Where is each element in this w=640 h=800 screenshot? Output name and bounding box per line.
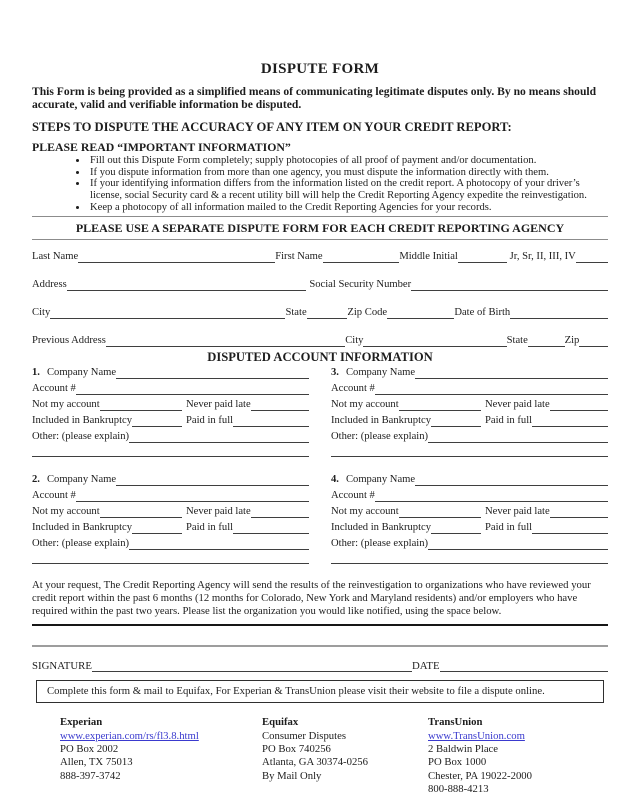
paid-in-full-field-line[interactable]: [532, 414, 608, 427]
disputed-account-blocks: [32, 366, 608, 564]
suffix-label: Jr, Sr, II, III, IV: [509, 250, 576, 262]
mailing-instruction-box: Complete this form & mail to Equifax, For Experian & TransUnion please visit their website to file a dispute online.: [36, 680, 604, 703]
thick-divider: [32, 624, 608, 626]
dispute-block-4: [331, 473, 608, 564]
account-number-label: Account #: [331, 382, 375, 394]
suffix-field-line[interactable]: [576, 250, 608, 263]
first-name-field-line[interactable]: [323, 250, 400, 263]
zip-code-field-line[interactable]: [387, 306, 454, 319]
block-number: 1.: [32, 366, 40, 378]
dispute-block-3: [331, 366, 608, 457]
block-number: 2.: [32, 473, 40, 485]
paid-in-full-field-line[interactable]: [532, 521, 608, 534]
signature-label: SIGNATURE: [32, 660, 92, 673]
never-paid-late-field-line[interactable]: [251, 398, 309, 411]
agency-address-line: 2 Baldwin Place: [428, 742, 499, 755]
separate-form-heading: PLEASE USE A SEPARATE DISPUTE FORM FOR EACH CREDIT REPORTING AGENCY: [75, 220, 565, 235]
account-number-field-line[interactable]: [76, 382, 309, 395]
never-paid-late-label: Never paid late: [485, 505, 550, 517]
reinvestigation-notice: At your request, The Credit Reporting Agency will send the results of the reinvestigation to organizations who have reviewed your credit report within the past 6 months (12 months for Colorado, New York and Maryland residents) and/or employers who have required within the past two years. Please list the organization you would like notified, using the space below.: [32, 578, 591, 617]
name-row: [32, 250, 608, 263]
other-continuation-line[interactable]: [331, 563, 608, 564]
bankruptcy-label: Included in Bankruptcy: [331, 521, 432, 533]
company-name-label: Company Name: [46, 366, 117, 378]
paid-in-full-label: Paid in full: [485, 414, 533, 426]
block-number: 3.: [331, 366, 339, 378]
read-heading: PLEASE READ “IMPORTANT INFORMATION”: [32, 140, 291, 154]
signature-field-line[interactable]: [92, 659, 412, 672]
company-name-label: Company Name: [46, 473, 117, 485]
agency-address-line: PO Box 740256: [262, 742, 331, 755]
paid-in-full-field-line[interactable]: [233, 414, 309, 427]
middle-initial-field-line[interactable]: [458, 250, 507, 263]
not-my-account-field-line[interactable]: [100, 505, 182, 518]
other-explain-field-line[interactable]: [129, 430, 309, 443]
paid-in-full-label: Paid in full: [186, 521, 234, 533]
other-explain-label: Other: (please explain): [331, 430, 429, 442]
never-paid-late-field-line[interactable]: [251, 505, 309, 518]
city-field-line[interactable]: [50, 306, 285, 319]
never-paid-late-field-line[interactable]: [550, 398, 608, 411]
dispute-block-1: [32, 366, 309, 457]
address-field-line[interactable]: [67, 278, 307, 291]
middle-initial-label: Middle Initial: [399, 250, 458, 262]
steps-heading: STEPS TO DISPUTE THE ACCURACY OF ANY ITEM ON YOUR CREDIT REPORT:: [32, 120, 512, 134]
first-name-label: First Name: [275, 250, 323, 262]
bankruptcy-label: Included in Bankruptcy: [331, 414, 432, 426]
city-state-zip-row: [32, 306, 608, 319]
paid-in-full-label: Paid in full: [485, 521, 533, 533]
agency-name: TransUnion: [428, 716, 483, 729]
bankruptcy-field-line[interactable]: [431, 521, 481, 534]
state-label: State: [285, 306, 307, 318]
agency-address-line: PO Box 2002: [60, 742, 119, 755]
agency-equifax: [262, 716, 428, 796]
date-field-line[interactable]: [440, 659, 608, 672]
other-continuation-line[interactable]: [331, 456, 608, 457]
agency-phone: 888-397-3742: [60, 769, 121, 782]
disputed-account-heading: DISPUTED ACCOUNT INFORMATION: [207, 349, 433, 364]
prev-city-label: City: [345, 334, 364, 346]
never-paid-late-field-line[interactable]: [550, 505, 608, 518]
dispute-block-2: [32, 473, 309, 564]
agency-note-line: By Mail Only: [262, 769, 322, 782]
account-number-field-line[interactable]: [375, 382, 608, 395]
city-label: City: [32, 306, 51, 318]
not-my-account-label: Not my account: [331, 398, 399, 410]
agency-dept-line: Consumer Disputes: [262, 729, 347, 742]
page-title: DISPUTE FORM: [260, 61, 380, 77]
bankruptcy-label: Included in Bankruptcy: [32, 414, 133, 426]
previous-address-row: [32, 334, 608, 347]
not-my-account-label: Not my account: [32, 398, 100, 410]
address-label: Address: [32, 278, 67, 290]
agency-address-line: Atlanta, GA 30374-0256: [262, 756, 368, 769]
other-explain-label: Other: (please explain): [331, 537, 429, 549]
account-number-field-line[interactable]: [76, 489, 309, 502]
transunion-website-link[interactable]: www.TransUnion.com: [428, 729, 525, 742]
prev-city-field-line[interactable]: [363, 334, 506, 347]
agency-contact-section: [32, 716, 608, 796]
prev-state-field-line[interactable]: [528, 334, 565, 347]
signature-row: [32, 659, 608, 672]
bankruptcy-label: Included in Bankruptcy: [32, 521, 133, 533]
not-my-account-field-line[interactable]: [100, 398, 182, 411]
account-number-label: Account #: [32, 382, 76, 394]
agency-phone: 800-888-4213: [428, 783, 489, 796]
divider: [32, 216, 608, 217]
company-name-field-line[interactable]: [415, 366, 608, 379]
ssn-field-line[interactable]: [411, 278, 608, 291]
agency-address-line: Allen, TX 75013: [60, 756, 133, 769]
paid-in-full-field-line[interactable]: [233, 521, 309, 534]
agency-address-line: Chester, PA 19022-2000: [428, 769, 532, 782]
not-my-account-field-line[interactable]: [399, 398, 481, 411]
prev-state-label: State: [506, 334, 528, 346]
company-name-field-line[interactable]: [116, 366, 309, 379]
company-name-label: Company Name: [345, 473, 416, 485]
zip-code-label: Zip Code: [347, 306, 388, 318]
bullet-item: • If your identifying information differs from the information listed on the credit report. A photocopy of your driver’s license, social Security card & a recent utility bill will help the Credit Reporting Agency expedite the reinvestigation.: [88, 178, 608, 201]
not-my-account-label: Not my account: [331, 505, 399, 517]
not-my-account-field-line[interactable]: [399, 505, 481, 518]
company-name-label: Company Name: [345, 366, 416, 378]
bullet-item: • Fill out this Dispute Form completely; supply photocopies of all proof of payment and/or documentation.: [88, 155, 608, 167]
not-my-account-label: Not my account: [32, 505, 100, 517]
last-name-field-line[interactable]: [78, 250, 275, 263]
paid-in-full-label: Paid in full: [186, 414, 234, 426]
instruction-bullet-list: [32, 155, 608, 214]
last-name-label: Last Name: [32, 250, 79, 262]
agency-name: Equifax: [262, 716, 299, 729]
date-label: DATE: [411, 660, 440, 673]
bankruptcy-field-line[interactable]: [132, 414, 182, 427]
never-paid-late-label: Never paid late: [186, 398, 251, 410]
company-name-field-line[interactable]: [415, 473, 608, 486]
prev-zip-field-line[interactable]: [579, 334, 608, 347]
previous-address-field-line[interactable]: [106, 334, 345, 347]
agency-experian: [60, 716, 262, 796]
other-explain-field-line[interactable]: [428, 537, 608, 550]
other-continuation-line[interactable]: [32, 563, 309, 564]
organization-write-line[interactable]: [32, 645, 608, 647]
company-name-field-line[interactable]: [116, 473, 309, 486]
never-paid-late-label: Never paid late: [186, 505, 251, 517]
other-explain-label: Other: (please explain): [32, 430, 130, 442]
previous-address-label: Previous Address: [32, 334, 106, 346]
other-explain-label: Other: (please explain): [32, 537, 130, 549]
bankruptcy-field-line[interactable]: [431, 414, 481, 427]
block-number: 4.: [331, 473, 339, 485]
account-number-label: Account #: [32, 489, 76, 501]
divider: [32, 239, 608, 240]
bullet-item: • If you dispute information from more than one agency, you must dispute the information directly with them.: [88, 167, 608, 179]
prev-zip-label: Zip: [564, 334, 580, 346]
dob-field-line[interactable]: [510, 306, 608, 319]
experian-website-link[interactable]: www.experian.com/rs/fl3.8.html: [60, 729, 199, 742]
ssn-label: Social Security Number: [309, 278, 412, 290]
agency-transunion: [428, 716, 608, 796]
other-explain-field-line[interactable]: [129, 537, 309, 550]
address-row: [32, 278, 608, 291]
other-explain-field-line[interactable]: [428, 430, 608, 443]
dob-label: Date of Birth: [454, 306, 511, 318]
account-number-label: Account #: [331, 489, 375, 501]
agency-address-line: PO Box 1000: [428, 756, 487, 769]
state-field-line[interactable]: [307, 306, 348, 319]
intro-paragraph: This Form is being provided as a simplified means of communicating legitimate disputes only. By no means should accurate, valid and verifiable information be disputed.: [32, 85, 597, 111]
account-number-field-line[interactable]: [375, 489, 608, 502]
never-paid-late-label: Never paid late: [485, 398, 550, 410]
bankruptcy-field-line[interactable]: [132, 521, 182, 534]
bullet-item: • Keep a photocopy of all information mailed to the Credit Reporting Agencies for your records.: [88, 202, 608, 214]
agency-name: Experian: [60, 716, 103, 729]
other-continuation-line[interactable]: [32, 456, 309, 457]
